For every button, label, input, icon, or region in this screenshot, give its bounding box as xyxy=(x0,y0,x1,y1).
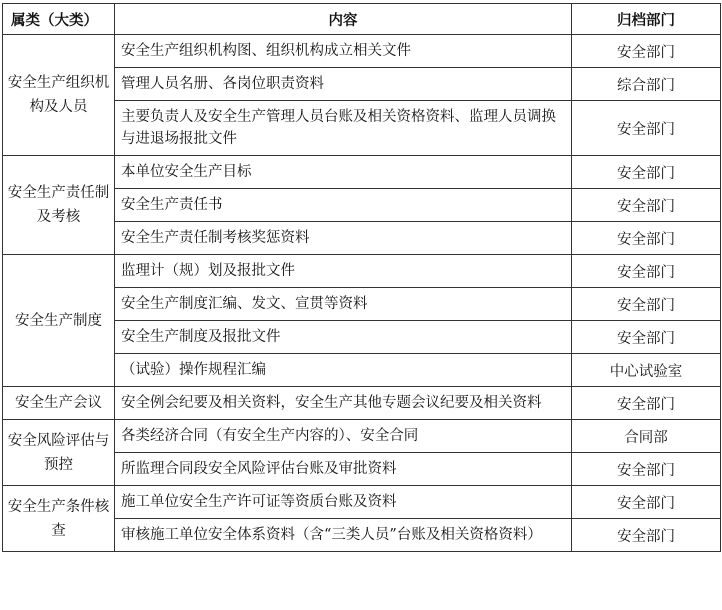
content-cell: 各类经济合同（有安全生产内容的）、安全合同 xyxy=(115,420,572,453)
table-row xyxy=(3,255,721,288)
table-row xyxy=(3,420,721,453)
content-cell: （试验）操作规程汇编 xyxy=(115,354,572,387)
header-category: 属类（大类） xyxy=(3,4,115,35)
content-cell: 施工单位安全生产许可证等资质台账及资料 xyxy=(115,486,572,519)
header-row xyxy=(3,4,721,35)
department-cell: 安全部门 xyxy=(572,222,721,255)
department-cell: 安全部门 xyxy=(572,288,721,321)
content-cell: 安全生产制度及报批文件 xyxy=(115,321,572,354)
content-cell: 管理人员名册、各岗位职责资料 xyxy=(115,68,572,101)
department-cell: 安全部门 xyxy=(572,101,721,156)
content-cell: 安全生产责任书 xyxy=(115,189,572,222)
department-cell: 安全部门 xyxy=(572,189,721,222)
archive-table xyxy=(2,3,721,552)
category-cell: 安全生产会议 xyxy=(3,387,115,420)
table-row xyxy=(3,387,721,420)
category-cell: 安全生产组织机构及人员 xyxy=(3,35,115,156)
category-cell: 安全生产条件核查 xyxy=(3,486,115,552)
department-cell: 安全部门 xyxy=(572,35,721,68)
content-cell: 安全例会纪要及相关资料，安全生产其他专题会议纪要及相关资料 xyxy=(115,387,572,420)
table-row xyxy=(3,486,721,519)
department-cell: 安全部门 xyxy=(572,255,721,288)
content-cell: 安全生产责任制考核奖惩资料 xyxy=(115,222,572,255)
content-cell: 主要负责人及安全生产管理人员台账及相关资格资料、监理人员调换与进退场报批文件 xyxy=(115,101,572,156)
content-cell: 安全生产制度汇编、发文、宣贯等资料 xyxy=(115,288,572,321)
category-cell: 安全风险评估与预控 xyxy=(3,420,115,486)
department-cell: 中心试验室 xyxy=(572,354,721,387)
department-cell: 安全部门 xyxy=(572,486,721,519)
content-cell: 所监理合同段安全风险评估台账及审批资料 xyxy=(115,453,572,486)
department-cell: 综合部门 xyxy=(572,68,721,101)
category-cell: 安全生产制度 xyxy=(3,255,115,387)
department-cell: 安全部门 xyxy=(572,321,721,354)
department-cell: 安全部门 xyxy=(572,387,721,420)
content-cell: 安全生产组织机构图、组织机构成立相关文件 xyxy=(115,35,572,68)
category-cell: 安全生产责任制及考核 xyxy=(3,156,115,255)
department-cell: 合同部 xyxy=(572,420,721,453)
header-department: 归档部门 xyxy=(572,4,721,35)
header-content: 内容 xyxy=(115,4,572,35)
content-cell: 本单位安全生产目标 xyxy=(115,156,572,189)
content-cell: 监理计（规）划及报批文件 xyxy=(115,255,572,288)
department-cell: 安全部门 xyxy=(572,453,721,486)
content-cell: 审核施工单位安全体系资料（含“三类人员”台账及相关资格资料） xyxy=(115,519,572,552)
department-cell: 安全部门 xyxy=(572,519,721,552)
table-row xyxy=(3,35,721,68)
table-row xyxy=(3,156,721,189)
department-cell: 安全部门 xyxy=(572,156,721,189)
